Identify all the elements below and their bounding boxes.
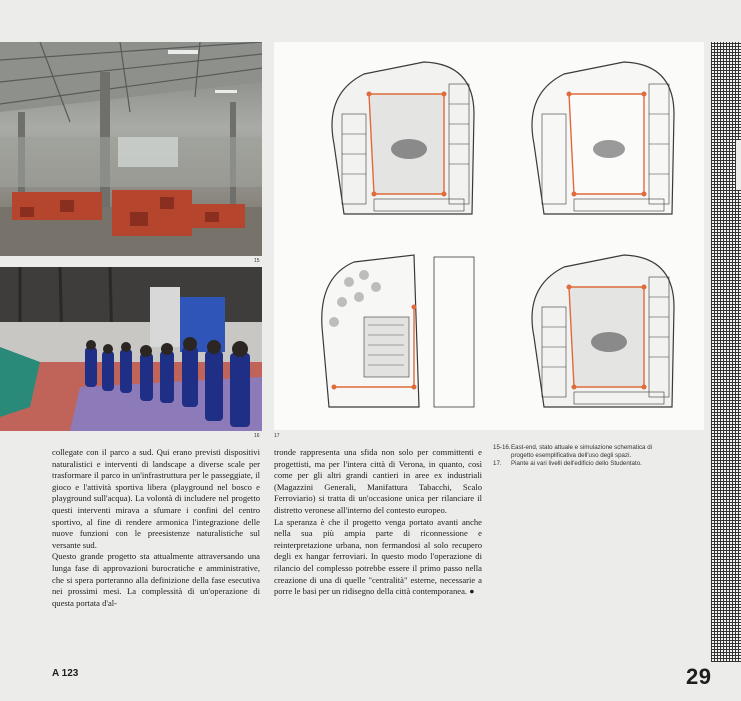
floor-plan-1 <box>304 54 486 224</box>
paragraph: La speranza è che il progetto venga portato avanti anche nella sua più ampia parte di riconnessione e reinterpretazione urbana, non fermandosi al solo recupero degli ex hangar ferroviari. In questo modo l'operazione di rilancio del complesso potrebbe essere il primo passo nella creazione di una di quelle "centralità" esterne, necessarie a porre le basi per un ridisegno della città contemporanea. ● <box>274 516 482 597</box>
figure-16-label: 16 <box>254 433 260 439</box>
floor-plans-panel <box>274 42 704 430</box>
caption-text: East-end, stato attuale e simulazione schematica di progetto esemplificativa dell'uso degli spazi. <box>511 444 653 459</box>
floor-plan-4-drawing <box>504 247 686 417</box>
grid-notch <box>736 140 741 190</box>
body-column-2 <box>274 447 482 598</box>
warehouse-illustration <box>0 42 262 256</box>
figure-15-label: 15 <box>254 258 260 264</box>
paragraph: tronde rappresenta una sfida non solo per committenti e progettisti, ma per l'intera città di Verona, in quanto, così come per gli altri grandi cantieri in aree ex industriali (Magazzini Generali, Manifattura Tabacchi, Scalo Ferroviario) si tratta di un'occasione unica per rilanciare il distretto veronese all'interno del contesto europeo. <box>274 447 482 515</box>
page-number: 29 <box>686 664 712 689</box>
caption-item <box>493 460 663 468</box>
caption-text: Piante ai vari livelli dell'edificio dello Studentato. <box>511 460 642 467</box>
caption-number: 17. <box>493 460 502 467</box>
floor-plan-3 <box>304 247 486 417</box>
floor-plan-2-drawing <box>504 54 686 224</box>
magazine-issue-label: A 123 <box>52 668 79 679</box>
floor-plan-2 <box>504 54 686 224</box>
dojo-photo <box>0 267 262 431</box>
figure-captions <box>493 444 663 468</box>
floor-plan-4 <box>504 247 686 417</box>
body-column-1 <box>52 447 260 609</box>
figure-17-label: 17 <box>274 433 280 439</box>
floor-plan-3-drawing <box>304 247 486 417</box>
paragraph: Questo grande progetto sta attualmente attraversando una lunga fase di approvazioni burocratiche e amministrative, che si spera porteranno alla definizione della fase esecutiva nei prossimi mesi. La complessità di un'operazione di questa portata d'al- <box>52 551 260 608</box>
warehouse-photo <box>0 42 262 256</box>
decorative-grid-strip <box>711 42 741 662</box>
caption-number: 15-16. <box>493 444 511 451</box>
dojo-illustration <box>0 267 262 431</box>
paragraph: collegate con il parco a sud. Qui erano previsti dispositivi naturalistici e interventi di landscape a diverse scale per trasformare il parco in un'infrastruttura per le passeggiate, il gioco e l'attività sportiva libera (playground nel bosco e playground sull'acqua). La volontà di includere nel progetto questi interventi mirava a sfumare i confini del centro sportivo, al fine di rendere armonica l'integrazione delle nuove funzioni con le preesistenze naturalistiche sul versante sud. <box>52 447 260 550</box>
floor-plan-1-drawing <box>304 54 486 224</box>
caption-item <box>493 444 663 460</box>
